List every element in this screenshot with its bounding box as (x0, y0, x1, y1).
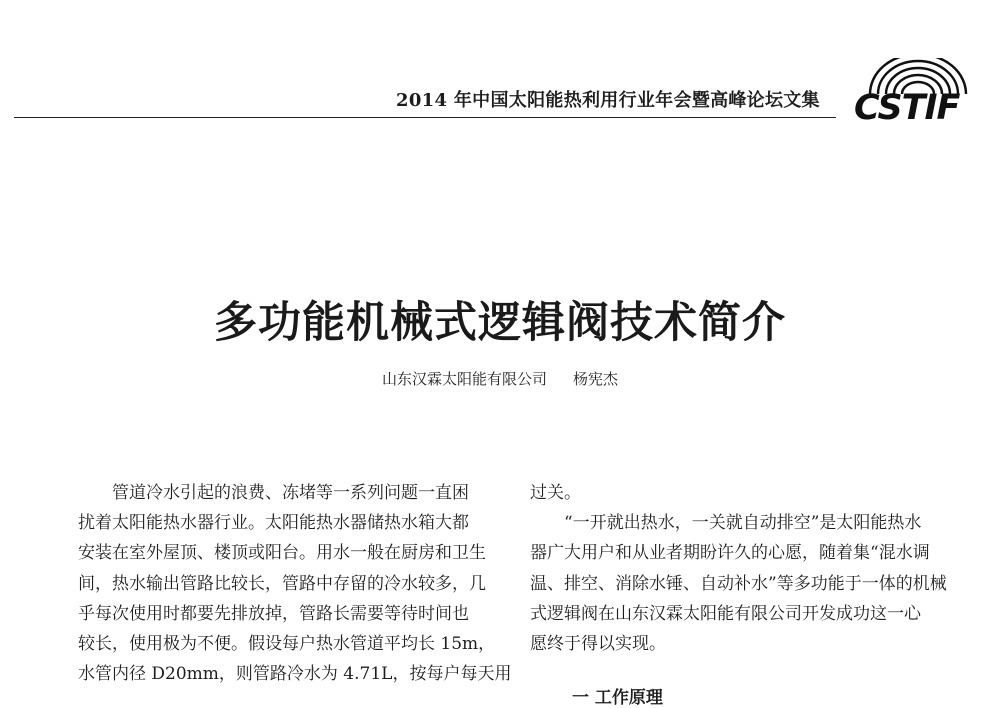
left-column (78, 478, 512, 689)
right-column (530, 478, 955, 659)
body-line: 过关。 (530, 483, 581, 503)
header-rule (14, 117, 836, 118)
body-line: 式逻辑阀在山东汉霖太阳能有限公司开发成功这一心 (530, 603, 921, 624)
body-line: 温、排空、消除水锤、自动补水”等多功能于一体的机械 (530, 573, 947, 594)
article-title: 多功能机械式逻辑阀技术简介 (214, 298, 786, 348)
company-name: 山东汉霖太阳能有限公司 (381, 370, 547, 388)
author-name: 杨宪杰 (573, 370, 619, 388)
author-affiliation (0, 368, 1000, 389)
cstif-logo (842, 58, 977, 130)
body-line: 较长，使用极为不便。假设每户热水管道平均长 15m， (78, 633, 496, 654)
body-line: 水管内径 D20mm，则管路冷水为 4.71L，按每户每天用 (78, 664, 512, 685)
logo-text: CSTIF (854, 88, 960, 128)
journal-header: 2014 年中国太阳能热利用行业年会暨高峰论坛文集 (396, 90, 820, 111)
body-line: 安装在室外屋顶、楼顶或阳台。用水一般在厨房和卫生 (78, 543, 486, 564)
body-line: 乎每次使用时都要先排放掉，管路长需要等待时间也 (78, 603, 469, 624)
body-line: 器广大用户和从业者期盼许久的心愿，随着集“混水调 (530, 543, 930, 564)
section-heading-partial: 一 工作原理 (572, 688, 663, 708)
body-line: 管道冷水引起的浪费、冻堵等一系列问题一直困 (112, 483, 469, 503)
body-line: “一开就出热水，一关就自动排空”是太阳能热水 (564, 513, 922, 534)
body-line: 扰着太阳能热水器行业。太阳能热水器储热水箱大都 (78, 513, 469, 534)
body-line: 间，热水输出管路比较长，管路中存留的冷水较多，几 (78, 573, 486, 594)
body-line: 愿终于得以实现。 (530, 633, 666, 654)
